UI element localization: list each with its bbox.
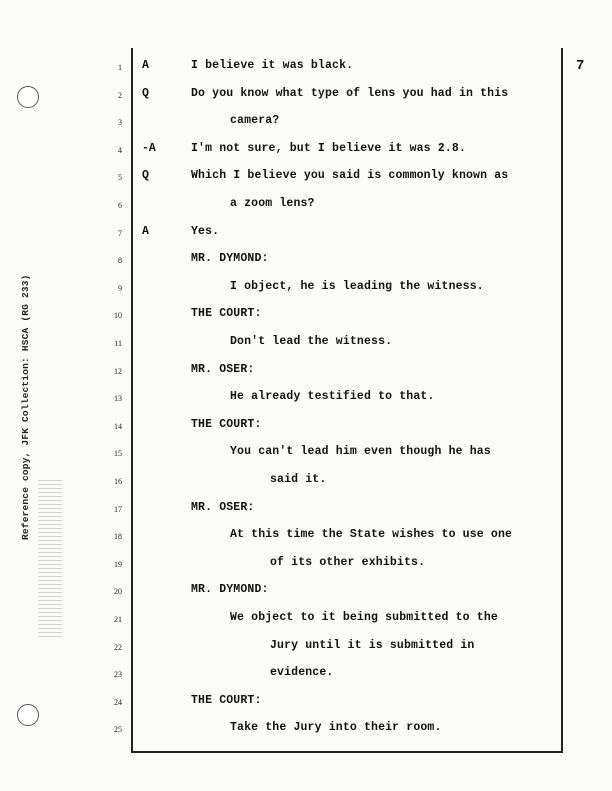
line-text: I'm not sure, but I believe it was 2.8.: [191, 141, 466, 155]
line-text: MR. DYMOND:: [191, 252, 269, 266]
line-text: a zoom lens?: [230, 197, 315, 210]
line-number: 6: [118, 201, 122, 210]
speaker-marker: A: [142, 224, 149, 238]
transcript-line: [0, 362, 612, 382]
line-text: You can't lead him even though he has: [230, 445, 491, 459]
transcript-line: [0, 555, 612, 575]
transcript-line: [0, 334, 612, 354]
line-number: 18: [114, 532, 122, 542]
transcript-line: [0, 610, 612, 630]
line-number: 13: [114, 394, 122, 404]
transcript-line: [0, 168, 612, 188]
speaker-marker: A: [142, 59, 149, 72]
page-number: 7: [576, 58, 585, 74]
transcript-line: [0, 196, 612, 216]
archive-stamp: Reference copy, JFK Collection: HSCA (RG 233): [20, 274, 31, 540]
line-text: Do you know what type of lens you had in this: [191, 86, 509, 100]
transcript-line: [0, 279, 612, 299]
line-number: 21: [114, 615, 122, 624]
line-number: 14: [114, 421, 122, 431]
transcript-line: [0, 141, 612, 161]
line-number: 20: [114, 587, 122, 597]
transcript-line: [0, 472, 612, 492]
line-text: MR. DYMOND:: [191, 583, 269, 597]
transcript-line: [0, 582, 612, 602]
line-number: 9: [118, 283, 122, 293]
line-text: of its other exhibits.: [270, 555, 426, 569]
bottom-margin-line: [131, 751, 563, 753]
line-number: 4: [118, 145, 122, 155]
line-text: He already testified to that.: [230, 390, 435, 404]
line-number: 19: [114, 559, 122, 569]
line-text: MR. OSER:: [191, 500, 255, 514]
transcript-line: [0, 527, 612, 547]
transcript-line: [0, 665, 612, 685]
speaker-marker: Q: [142, 86, 149, 100]
transcript-line: [0, 251, 612, 271]
line-text: THE COURT:: [191, 693, 262, 707]
line-number: 25: [114, 725, 122, 735]
line-number: 10: [114, 311, 122, 321]
line-text: Don't lead the witness.: [230, 335, 393, 348]
line-text: I believe it was black.: [191, 59, 354, 72]
line-number: 5: [118, 173, 122, 183]
line-number: 23: [114, 670, 122, 680]
line-text: Yes.: [191, 224, 220, 238]
transcript-line: [0, 693, 612, 713]
transcript-line: [0, 86, 612, 106]
line-text: Jury until it is submitted in: [270, 638, 475, 652]
line-text: evidence.: [270, 666, 334, 680]
line-text: We object to it being submitted to the: [230, 611, 498, 624]
line-text: THE COURT:: [191, 417, 262, 431]
line-number: 2: [118, 90, 122, 100]
speaker-marker: Q: [142, 169, 149, 183]
transcript-line: [0, 306, 612, 326]
line-number: 17: [114, 504, 122, 514]
transcript-line: [0, 638, 612, 658]
line-text: I object, he is leading the witness.: [230, 279, 484, 293]
line-text: Take the Jury into their room.: [230, 721, 442, 735]
line-number: 16: [114, 477, 122, 486]
line-text: Which I believe you said is commonly known as: [191, 169, 509, 183]
line-number: 1: [118, 63, 122, 72]
transcript-line: [0, 58, 612, 78]
line-number: 7: [118, 228, 122, 238]
line-number: 8: [118, 256, 122, 266]
line-text: At this time the State wishes to use one: [230, 528, 513, 542]
line-text: said it.: [270, 473, 327, 486]
transcript-line: [0, 224, 612, 244]
line-number: 24: [114, 697, 122, 707]
transcript-line: [0, 500, 612, 520]
line-number: 11: [114, 339, 122, 348]
transcript-line: [0, 113, 612, 133]
line-text: camera?: [230, 114, 280, 128]
line-number: 15: [114, 449, 122, 459]
line-number: 3: [118, 118, 122, 128]
transcript-line: [0, 720, 612, 740]
line-text: THE COURT:: [191, 307, 262, 321]
transcript-line: [0, 389, 612, 409]
line-number: 22: [114, 642, 122, 652]
transcript-line: [0, 417, 612, 437]
transcript-line: [0, 444, 612, 464]
speaker-marker: -A: [142, 141, 156, 155]
line-number: 12: [114, 366, 122, 376]
line-text: MR. OSER:: [191, 362, 255, 376]
